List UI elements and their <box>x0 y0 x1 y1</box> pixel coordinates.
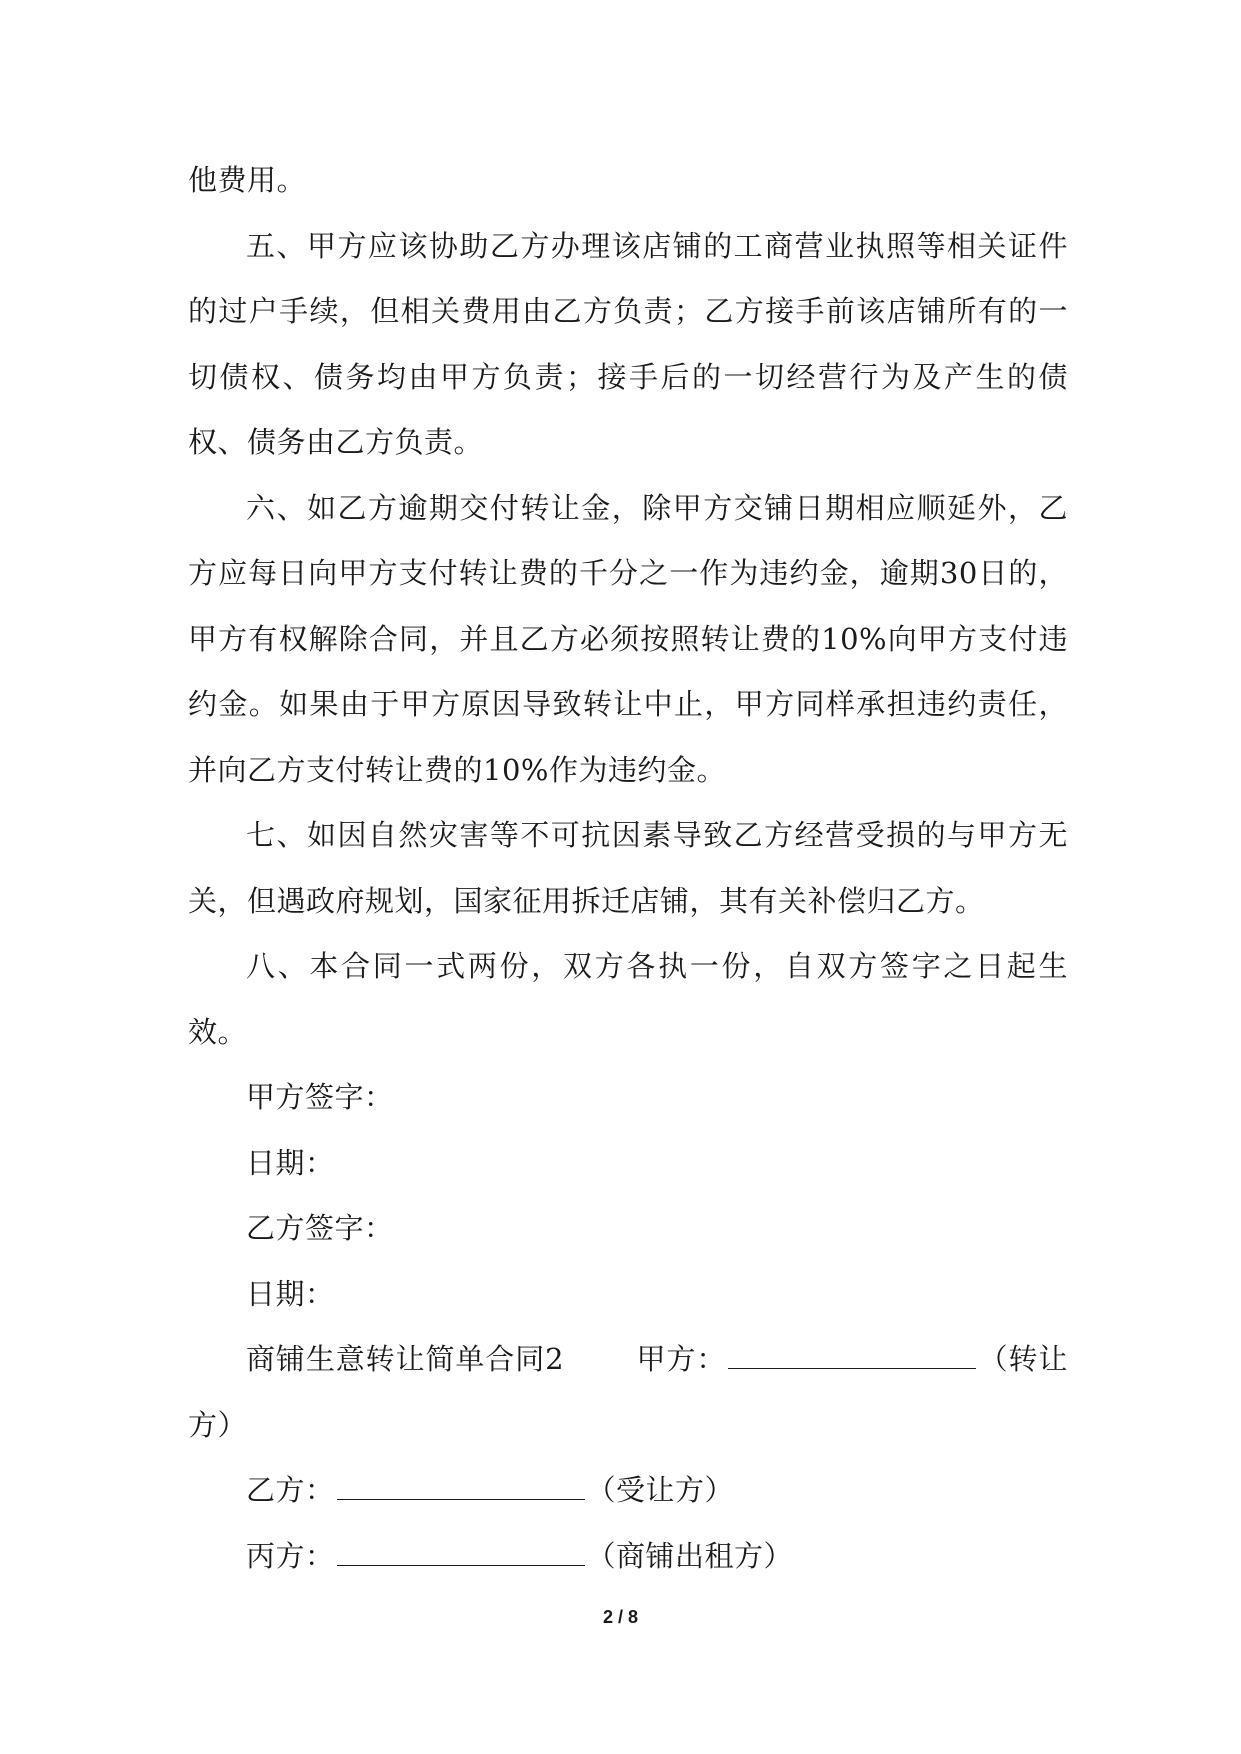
contract2-party-b <box>188 1458 1068 1524</box>
contract2-party-b-role: （受让方） <box>586 1473 735 1507</box>
party-b-signature: 乙方签字： <box>246 1211 394 1245</box>
party-b-blank <box>337 1475 585 1500</box>
date-line-2: 日期： <box>246 1276 335 1311</box>
page-number: 2 / 8 <box>602 1607 639 1627</box>
date-line-1: 日期： <box>246 1145 335 1180</box>
party-a-blank <box>728 1344 976 1369</box>
contract2-party-c <box>188 1524 1068 1590</box>
party-a-signature: 甲方签字： <box>246 1080 394 1114</box>
clause-five: 五、甲方应该协助乙方办理该店铺的工商营业执照等相关证件的过户手续，但相关费用由乙方负责；乙方接手前该店铺所有的一切债权、债务均由甲方负责；接手后的一切经营行为及产生的债权、债务由乙方负责。 <box>188 228 1068 459</box>
contract2-title: 商铺生意转让简单合同2 <box>246 1342 565 1376</box>
document-body <box>188 148 1068 1589</box>
contract2-party-b-label: 乙方： <box>246 1473 335 1507</box>
contract2-party-a-label: 甲方： <box>636 1342 727 1376</box>
clause-six: 六、如乙方逾期交付转让金，除甲方交铺日期相应顺延外，乙方应每日向甲方支付转让费的千分之一作为违约金，逾期30日的，甲方有权解除合同，并且乙方必须按照转让费的10%向甲方支付违约金。如果由于甲方原因导致转让中止，甲方同样承担违约责任，并向乙方支付转让费的10%作为违约金。 <box>188 490 1068 787</box>
clause-eight: 八、本合同一式两份，双方各执一份，自双方签字之日起生效。 <box>188 949 1068 1049</box>
contract2-party-c-label: 丙方： <box>246 1538 335 1573</box>
clause-seven: 七、如因自然灾害等不可抗因素导致乙方经营受损的与甲方无关，但遇政府规划，国家征用拆迁店铺，其有关补偿归乙方。 <box>188 818 1068 918</box>
contract2-header <box>188 1327 1068 1458</box>
continuation-text: 他费用。 <box>188 163 307 197</box>
contract2-party-c-role: （商铺出租方） <box>586 1538 794 1573</box>
party-c-blank <box>337 1541 585 1566</box>
contract2-party-a-role: （转让方） <box>188 1342 1068 1442</box>
